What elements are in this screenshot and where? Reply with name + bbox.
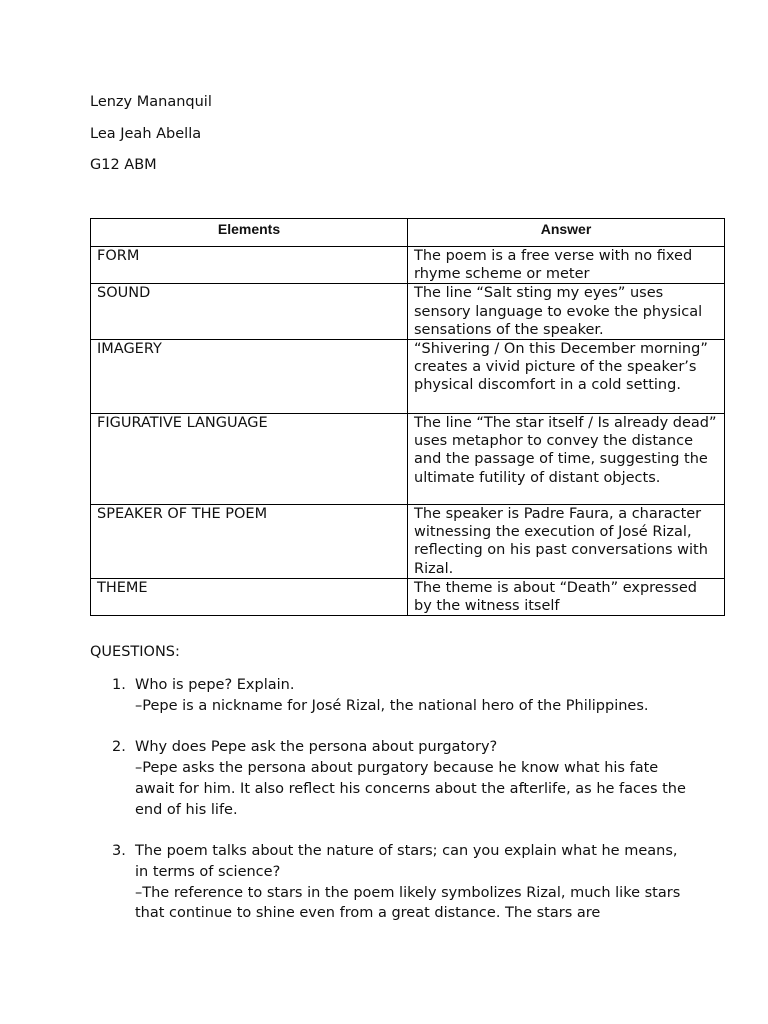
poem-elements-table xyxy=(90,218,725,616)
answer-cell: The speaker is Padre Faura, a character witnessing the execution of José Rizal, reflecting on his past conversations with Rizal. xyxy=(408,505,725,579)
element-cell: THEME xyxy=(91,578,408,615)
question-number: 1. xyxy=(112,677,126,693)
table-row xyxy=(91,414,725,505)
table-row xyxy=(91,247,725,284)
section-label: G12 ABM xyxy=(90,157,157,173)
answer-cell: The line “The star itself / Is already dead” uses metaphor to convey the distance and the passage of time, suggesting the ultimate futility of distant objects. xyxy=(408,414,725,505)
question-text: Who is pepe? Explain. xyxy=(135,677,295,693)
table-row xyxy=(91,505,725,579)
element-cell: SOUND xyxy=(91,284,408,340)
table-row xyxy=(91,340,725,414)
element-cell: SPEAKER OF THE POEM xyxy=(91,505,408,579)
question-text: The poem talks about the nature of stars; can you explain what he means, in terms of science? xyxy=(135,843,678,880)
element-cell: IMAGERY xyxy=(91,340,408,414)
table-row xyxy=(91,284,725,340)
element-cell: FORM xyxy=(91,247,408,284)
answer-text: –The reference to stars in the poem likely symbolizes Rizal, much like stars that continue to shine even from a great distance. The stars are xyxy=(135,884,681,922)
answer-cell: The theme is about “Death” expressed by the witness itself xyxy=(408,578,725,615)
list-item xyxy=(90,841,690,924)
answer-cell: The line “Salt sting my eyes” uses sensory language to evoke the physical sensations of the speaker. xyxy=(408,284,725,340)
answer-text: –Pepe asks the persona about purgatory because he know what his fate await for him. It also reflect his concerns about the afterlife, as he faces the end of his life. xyxy=(135,760,686,818)
answer-cell: “Shivering / On this December morning” creates a vivid picture of the speaker’s physical discomfort in a cold setting. xyxy=(408,340,725,414)
answer-cell: The poem is a free verse with no fixed rhyme scheme or meter xyxy=(408,247,725,284)
question-number: 3. xyxy=(112,843,126,860)
answer-text: –Pepe is a nickname for José Rizal, the national hero of the Philippines. xyxy=(135,697,649,714)
table-header-row xyxy=(91,219,725,247)
column-header-answer: Answer xyxy=(408,219,725,247)
element-cell: FIGURATIVE LANGUAGE xyxy=(91,414,408,505)
list-item xyxy=(90,737,690,820)
questions-list xyxy=(90,675,690,945)
question-number: 2. xyxy=(112,739,126,756)
question-text: Why does Pepe ask the persona about purgatory? xyxy=(135,739,498,756)
column-header-elements: Elements xyxy=(91,219,408,247)
list-item xyxy=(90,675,690,716)
table-row xyxy=(91,578,725,615)
questions-heading: QUESTIONS: xyxy=(90,644,180,660)
author-name-1: Lenzy Mananquil xyxy=(90,94,212,110)
author-name-2: Lea Jeah Abella xyxy=(90,126,202,142)
